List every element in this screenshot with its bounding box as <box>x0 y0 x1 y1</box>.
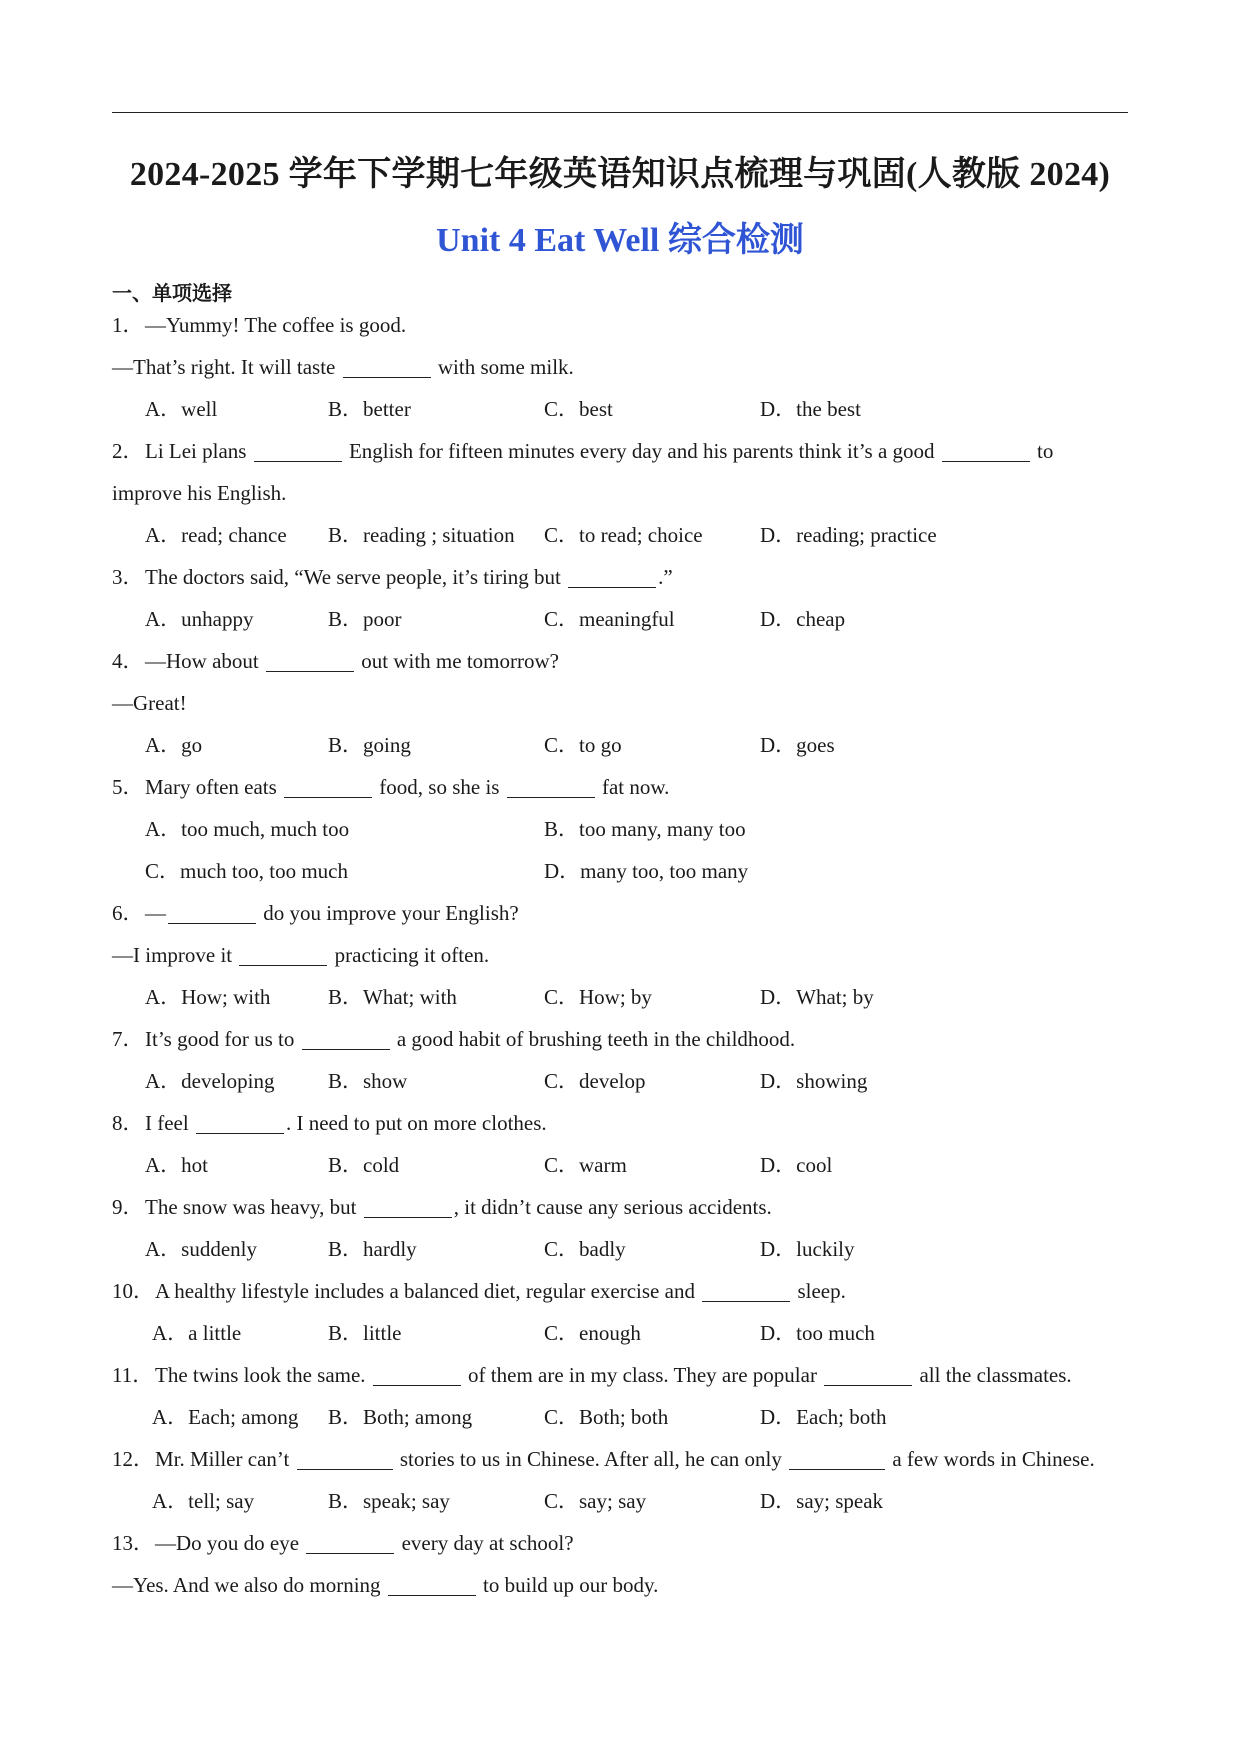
question-1-line-2: —That’s right. It will taste with some milk. <box>112 355 574 379</box>
option-d[interactable]: D．say; speak <box>760 1489 884 1513</box>
answer-blank[interactable] <box>507 775 595 798</box>
answer-blank[interactable] <box>266 649 354 672</box>
page-title: 2024-2025 学年下学期七年级英语知识点梳理与巩固(人教版 2024) <box>129 156 1111 193</box>
option-a[interactable]: A．How; with <box>145 985 271 1009</box>
option-a[interactable]: A．tell; say <box>152 1489 255 1513</box>
option-d[interactable]: D．too much <box>760 1321 875 1345</box>
question-3-options <box>112 598 1132 640</box>
option-c[interactable]: C．develop <box>544 1069 646 1093</box>
question-5-options-row-1 <box>112 808 1132 850</box>
answer-blank[interactable] <box>824 1363 912 1386</box>
question-6-line-2: —I improve it practicing it often. <box>112 943 490 967</box>
option-c[interactable]: C．to go <box>544 733 622 757</box>
option-d[interactable]: D．luckily <box>760 1237 855 1261</box>
option-c[interactable]: C．meaningful <box>544 607 675 631</box>
question-3: 3．The doctors said, “We serve people, it’s tiring but .” <box>112 565 673 589</box>
option-a[interactable]: A．Each; among <box>152 1405 299 1429</box>
answer-blank[interactable] <box>568 565 656 588</box>
option-d[interactable]: D．showing <box>760 1069 868 1093</box>
answer-blank[interactable] <box>196 1111 284 1134</box>
option-c[interactable]: C．How; by <box>544 985 652 1009</box>
option-b[interactable]: B．show <box>328 1069 408 1093</box>
option-c[interactable]: C．to read; choice <box>544 523 703 547</box>
option-a[interactable]: A．a little <box>152 1321 242 1345</box>
question-12-options <box>112 1480 1132 1522</box>
answer-blank[interactable] <box>343 355 431 378</box>
header-rule <box>112 112 1128 113</box>
option-c[interactable]: C．warm <box>544 1153 627 1177</box>
option-a[interactable]: A．unhappy <box>145 607 254 631</box>
option-d[interactable]: D．cheap <box>760 607 846 631</box>
answer-blank[interactable] <box>284 775 372 798</box>
option-d[interactable]: D．cool <box>760 1153 833 1177</box>
option-c[interactable]: C．Both; both <box>544 1405 669 1429</box>
question-6-options <box>112 976 1132 1018</box>
option-d[interactable]: D．many too, too many <box>544 859 749 883</box>
question-13-line-2: —Yes. And we also do morning to build up our body. <box>112 1573 659 1597</box>
answer-blank[interactable] <box>789 1447 885 1470</box>
option-d[interactable]: D．reading; practice <box>760 523 937 547</box>
option-b[interactable]: B．cold <box>328 1153 400 1177</box>
option-b[interactable]: B．poor <box>328 607 402 631</box>
question-8-options <box>112 1144 1132 1186</box>
question-4-line-2: —Great! <box>112 691 187 715</box>
answer-blank[interactable] <box>373 1363 461 1386</box>
question-list <box>112 304 1132 1606</box>
option-a[interactable]: A．suddenly <box>145 1237 257 1261</box>
option-c[interactable]: C．much too, too much <box>145 859 348 883</box>
option-b[interactable]: B．reading ; situation <box>328 523 515 547</box>
question-9: 9．The snow was heavy, but , it didn’t cause any serious accidents. <box>112 1195 772 1219</box>
question-10: 10．A healthy lifestyle includes a balanced diet, regular exercise and sleep. <box>112 1279 846 1303</box>
question-2-line-2: improve his English. <box>112 481 287 505</box>
answer-blank[interactable] <box>306 1531 394 1554</box>
question-5-options-row-2 <box>112 850 1132 892</box>
answer-blank[interactable] <box>302 1027 390 1050</box>
option-b[interactable]: B．Both; among <box>328 1405 473 1429</box>
question-7: 7．It’s good for us to a good habit of brushing teeth in the childhood. <box>112 1027 796 1051</box>
option-b[interactable]: B．What; with <box>328 985 457 1009</box>
option-a[interactable]: A．developing <box>145 1069 275 1093</box>
section-heading: 一、单项选择 <box>112 283 232 305</box>
question-2-options <box>112 514 1132 556</box>
option-d[interactable]: D．Each; both <box>760 1405 887 1429</box>
option-a[interactable]: A．read; chance <box>145 523 287 547</box>
question-13: 13．—Do you do eye every day at school? <box>112 1531 574 1555</box>
answer-blank[interactable] <box>297 1447 393 1470</box>
option-d[interactable]: D．goes <box>760 733 835 757</box>
answer-blank[interactable] <box>168 901 256 924</box>
option-b[interactable]: B．better <box>328 397 411 421</box>
option-b[interactable]: B．little <box>328 1321 402 1345</box>
option-c[interactable]: C．best <box>544 397 613 421</box>
answer-blank[interactable] <box>942 439 1030 462</box>
option-b[interactable]: B．going <box>328 733 411 757</box>
question-2: 2．Li Lei plans English for fifteen minutes every day and his parents think it’s a good to <box>112 439 1054 463</box>
option-b[interactable]: B．hardly <box>328 1237 417 1261</box>
question-7-options <box>112 1060 1132 1102</box>
answer-blank[interactable] <box>702 1279 790 1302</box>
question-4-options <box>112 724 1132 766</box>
question-1-options <box>112 388 1132 430</box>
question-11: 11．The twins look the same. of them are in my class. They are popular all the classmates. <box>112 1363 1072 1387</box>
answer-blank[interactable] <box>388 1573 476 1596</box>
question-12: 12．Mr. Miller can’t stories to us in Chinese. After all, he can only a few words in Chinese. <box>112 1447 1095 1471</box>
question-4: 4．—How about out with me tomorrow? <box>112 649 559 673</box>
option-a[interactable]: A．go <box>145 733 203 757</box>
option-d[interactable]: D．What; by <box>760 985 874 1009</box>
question-1: 1．—Yummy! The coffee is good. <box>112 313 407 337</box>
option-d[interactable]: D．the best <box>760 397 861 421</box>
option-b[interactable]: B．speak; say <box>328 1489 450 1513</box>
option-c[interactable]: C．badly <box>544 1237 626 1261</box>
option-a[interactable]: A．too much, much too <box>145 817 350 841</box>
page-subtitle: Unit 4 Eat Well 综合检测 <box>436 222 804 259</box>
option-b[interactable]: B．too many, many too <box>544 817 746 841</box>
question-5: 5．Mary often eats food, so she is fat now. <box>112 775 670 799</box>
answer-blank[interactable] <box>239 943 327 966</box>
option-a[interactable]: A．hot <box>145 1153 208 1177</box>
question-6: 6．— do you improve your English? <box>112 901 519 925</box>
question-8: 8．I feel . I need to put on more clothes. <box>112 1111 547 1135</box>
option-c[interactable]: C．say; say <box>544 1489 647 1513</box>
question-9-options <box>112 1228 1132 1270</box>
answer-blank[interactable] <box>364 1195 452 1218</box>
option-a[interactable]: A．well <box>145 397 218 421</box>
question-11-options <box>112 1396 1132 1438</box>
option-c[interactable]: C．enough <box>544 1321 641 1345</box>
question-10-options <box>112 1312 1132 1354</box>
answer-blank[interactable] <box>254 439 342 462</box>
